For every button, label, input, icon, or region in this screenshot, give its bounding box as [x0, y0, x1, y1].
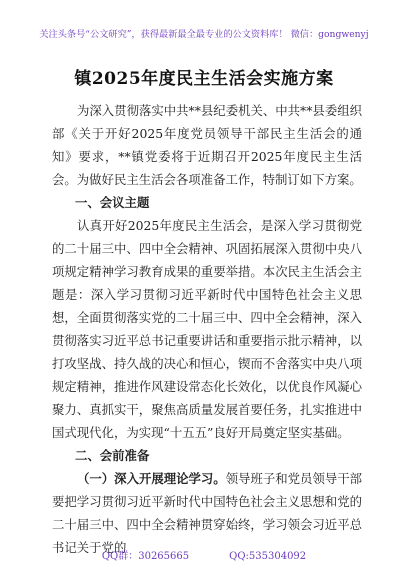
section-heading-preparation: 二、会前准备	[75, 448, 150, 463]
header-banner: 关注头条号“公文研究”，获得最新最全最专业的公文资料库！ 微信：gongwenyj	[39, 29, 369, 40]
subsection-heading-study: （一）深入开展理论学习。	[77, 471, 226, 486]
document-title: 镇2025年度民主生活会实施方案	[74, 69, 334, 89]
footer-contact	[0, 547, 408, 562]
section-heading-theme: 一、会议主题	[75, 195, 150, 210]
study-paragraph-text: 领导班子和党员领导干部要把学习贯彻习近平新时代中国特色社会主义思想和党的二十届三中、四中全会精神贯穿始终，学习领会习近平总书记关于党的	[52, 471, 363, 555]
intro-paragraph: 为深入贯彻落实中共**县纪委机关、中共**县委组织部《关于开好2025年度党员领导干部民主生活会的通知》要求，**镇党委将于近期召开2025年度民主生活会。为做好民主生活会各项准备工作，特制订如下方案。	[52, 103, 362, 187]
footer-qq-group: QQ群：30265665	[101, 551, 190, 562]
document-body	[0, 99, 408, 559]
study-paragraph	[0, 467, 408, 559]
theme-paragraph: 认真开好2025年度民主生活会，是深入学习贯彻党的二十届三中、四中全会精神、巩固拓展深入贯彻中央八项规定精神学习教育成果的重要举措。本次民主生活会主题是：深入学习贯彻习近平新时代中国特色社会主义思想，全面贯彻落实党的二十届三中、四中全会精神，深入贯彻落实习近平总书记重要讲话和重要指示批示精神，以打攻坚战、持久战的决心和恒心，锲而不舍落实中央八项规定精神，推进作风建设常态化长效化，以优良作风凝心聚力、真抓实干，聚焦高质量发展首要任务，扎实推进中国式现代化，为实现“十五五”良好开局奠定坚实基础。	[52, 218, 362, 440]
footer-qq: QQ:535304092	[229, 551, 307, 562]
